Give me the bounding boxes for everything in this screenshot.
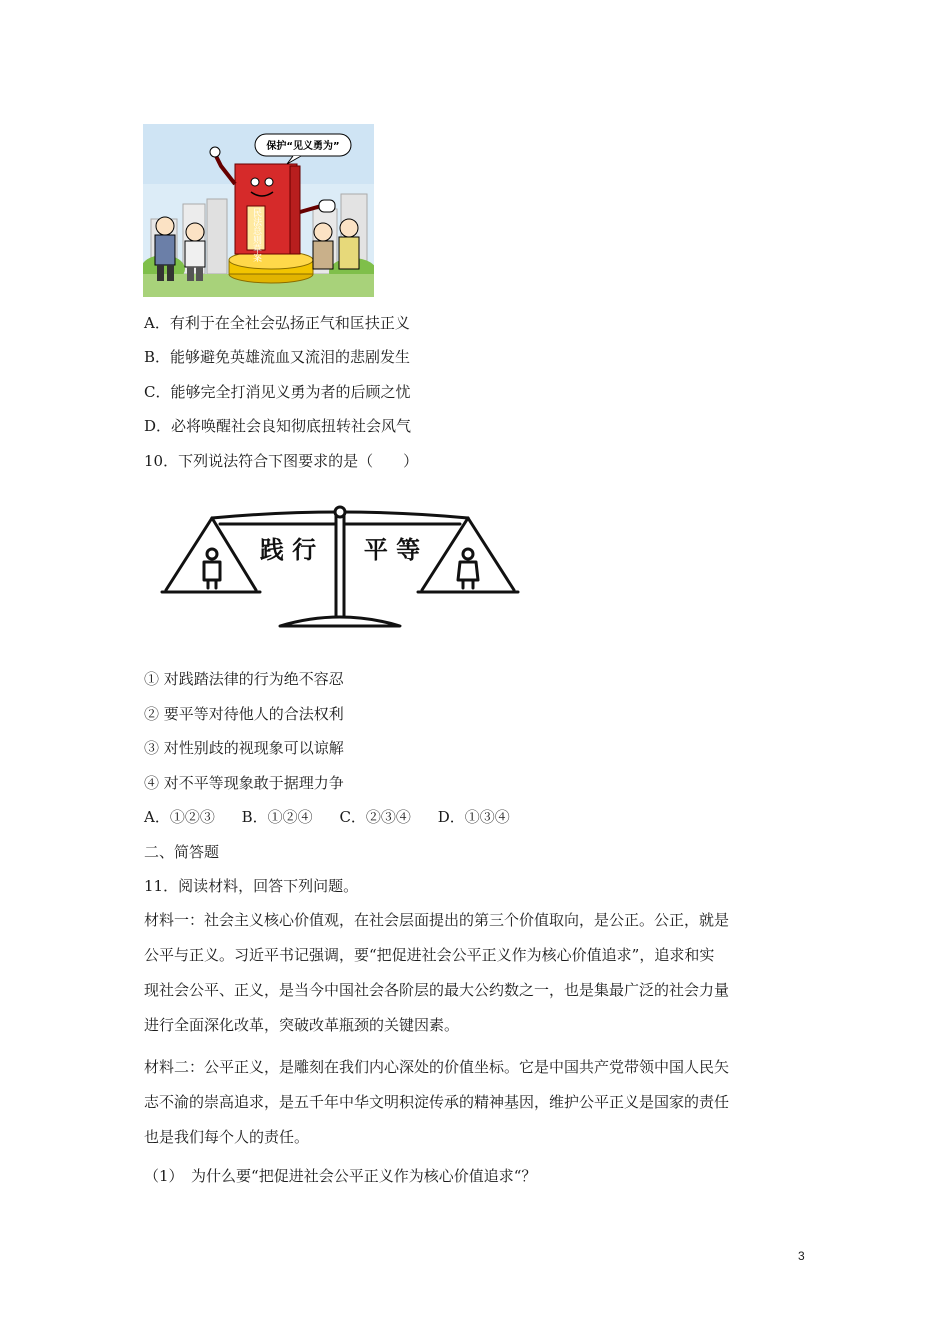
answer-d: D．①③④ [437, 808, 510, 826]
material-1 [144, 903, 808, 1043]
material-2-line: 志不渝的崇高追求，是五千年中华文明积淀传承的精神基因，维护公平正义是国家的责任 [144, 1093, 730, 1111]
material-1-line: 进行全面深化改革，突破改革瓶颈的关键因素。 [144, 1016, 460, 1034]
statement-1: ① 对践踏法律的行为绝不容忍 [144, 670, 344, 688]
sub-question-1: （1） 为什么要“把促进社会公平正义作为核心价值追求“？ [144, 1167, 537, 1185]
option-a: A．有利于在全社会弘扬正气和匡扶正义 [144, 314, 410, 332]
material-1-line: 公平与正义。习近平书记强调，要“把促进社会公平正义作为核心价值追求”，追求和实 [144, 946, 715, 964]
answer-options [144, 807, 532, 827]
option-d: D．必将唤醒社会良知彻底扭转社会风气 [144, 417, 412, 435]
cartoon-svg [143, 124, 374, 297]
scale-text-right: 平 等 [363, 536, 421, 564]
page-number: 3 [798, 1249, 805, 1263]
section-title: 二、简答题 [144, 843, 220, 861]
question-10-stem: 10．下列说法符合下图要求的是（ ） [144, 452, 419, 470]
material-1-line: 现社会公平、正义，是当今中国社会各阶层的最大公约数之一，也是集最广泛的社会力量 [144, 981, 730, 999]
balance-scale-figure [160, 500, 522, 636]
speech-bubble-text: 保护“见义勇为” [266, 141, 340, 152]
option-c: C．能够完全打消见义勇为者的后顾之忧 [144, 383, 411, 401]
answer-a: A．①②③ [144, 808, 215, 826]
answer-b: B．①②④ [241, 808, 313, 826]
statement-4: ④ 对不平等现象敢于据理力争 [144, 774, 344, 792]
question-11-stem: 11．阅读材料，回答下列问题。 [144, 877, 359, 895]
book-title-text: 民法总则草案 [251, 208, 261, 262]
balance-scale-svg [160, 500, 522, 636]
material-1-line: 材料一：社会主义核心价值观，在社会层面提出的第三个价值取向，是公正。公正，就是 [144, 911, 730, 929]
statement-3: ③ 对性别歧的视现象可以谅解 [144, 739, 344, 757]
answer-c: C．②③④ [339, 808, 411, 826]
material-2-line: 材料二：公平正义，是雕刻在我们内心深处的价值坐标。它是中国共产党带领中国人民矢 [144, 1058, 730, 1076]
cartoon-illustration [143, 124, 374, 297]
material-2-line: 也是我们每个人的责任。 [144, 1128, 310, 1146]
material-2 [144, 1050, 808, 1155]
scale-text-left: 践 行 [259, 536, 317, 564]
option-b: B．能够避免英雄流血又流泪的悲剧发生 [144, 348, 411, 366]
statement-2: ② 要平等对待他人的合法权利 [144, 705, 344, 723]
